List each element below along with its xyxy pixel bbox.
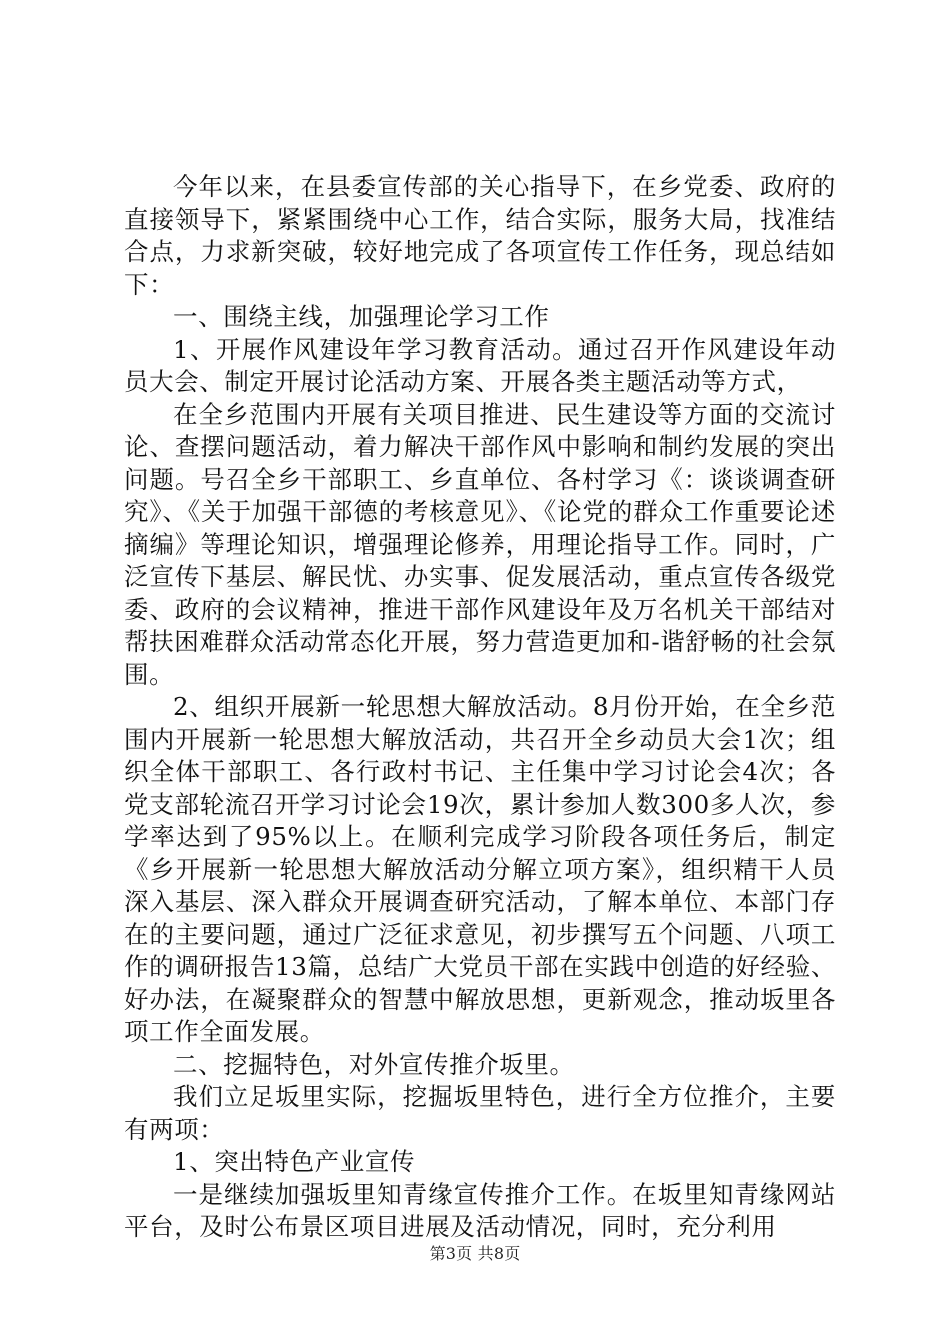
section-heading-1: 一、围绕主线，加强理论学习工作 (173, 302, 550, 331)
paragraph-section-2-intro: 我们立足坂里实际，挖掘坂里特色，进行全方位推介，主要有两项： (124, 1082, 836, 1144)
paragraph-item-1: 1、开展作风建设年学习教育活动。通过召开作风建设年动员大会、制定开展讨论活动方案、开展各类主题活动等方式， (124, 334, 836, 396)
paragraph-item-1-continued: 在全乡范围内开展有关项目推进、民生建设等方面的交流讨论、查摆问题活动，着力解决干部作风中影响和制约发展的突出问题。号召全乡干部职工、乡直单位、各村学习《：谈谈调查研究》、《关于加强干部德的考核意见》、《论党的群众工作重要论述摘编》等理论知识，增强理论修养，用理论指导工作。同时，广泛宣传下基层、解民忧、办实事、促发展活动，重点宣传各级党委、政府的会议精神，推进干部作风建设年及万名机关干部结对帮扶困难群众活动常态化开展，努力营造更加和-谐舒畅的社会氛围。 (124, 399, 836, 689)
subheading-1: 1、突出特色产业宣传 (173, 1147, 416, 1176)
page-number: 第3页 共8页 (429, 1244, 521, 1263)
paragraph-subitem-1: 一是继续加强坂里知青缘宣传推介工作。在坂里知青缘网站平台，及时公布景区项目进展及活动情况，同时，充分利用 (124, 1179, 836, 1241)
paragraph-intro: 今年以来，在县委宣传部的关心指导下，在乡党委、政府的直接领导下，紧紧围绕中心工作，结合实际，服务大局，找准结合点，力求新突破，较好地完成了各项宣传工作任务，现总结如下： (124, 172, 836, 299)
page-footer (0, 1244, 950, 1264)
paragraph-item-2: 2、组织开展新一轮思想大解放活动。8月份开始，在全乡范围内开展新一轮思想大解放活动，共召开全乡动员大会1次；组织全体干部职工、各行政村书记、主任集中学习讨论会4次；各党支部轮流召开学习讨论会19次，累计参加人数300多人次，参学率达到了95%以上。在顺利完成学习阶段各项任务后，制定《乡开展新一轮思想大解放活动分解立项方案》，组织精干人员深入基层、深入群众开展调查研究活动，了解本单位、本部门存在的主要问题，通过广泛征求意见，初步撰写五个问题、八项工作的调研报告13篇，总结广大党员干部在实践中创造的好经验、好办法，在凝聚群众的智慧中解放思想，更新观念，推动坂里各项工作全面发展。 (124, 692, 836, 1046)
section-heading-2: 二、挖掘特色，对外宣传推介坂里。 (173, 1049, 575, 1079)
document-body (124, 171, 836, 1244)
